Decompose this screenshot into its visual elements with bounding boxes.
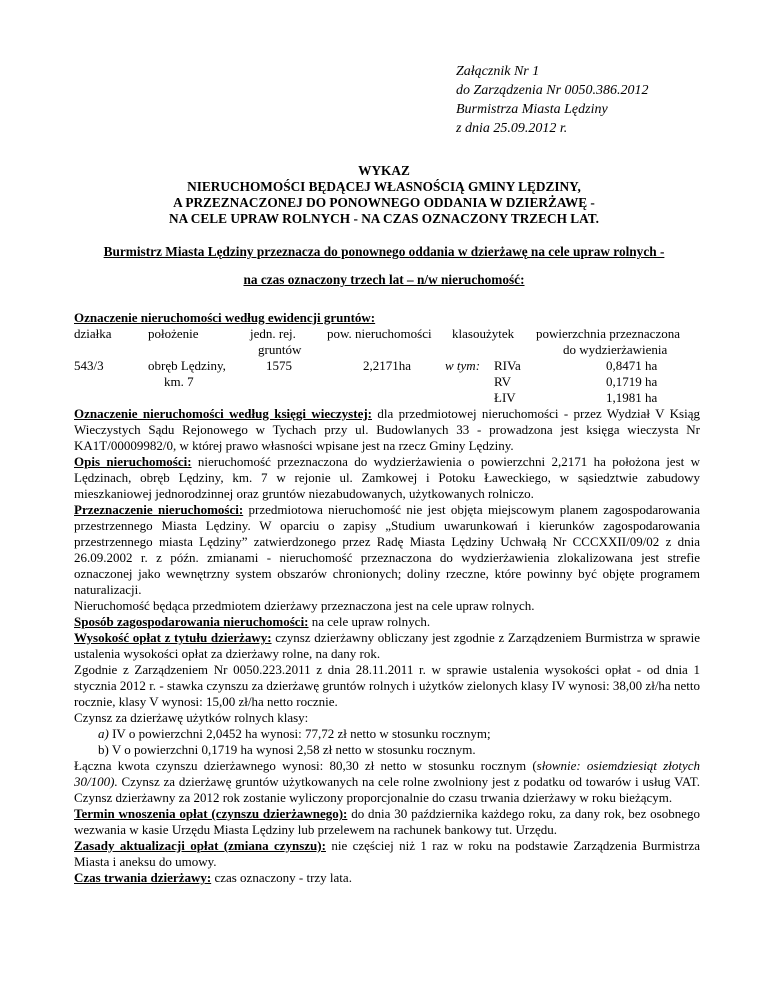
update-section — [74, 838, 700, 870]
fee-total-words: słownie: osiemdziesiąt złotych 30/100). — [74, 758, 700, 789]
document-title — [60, 163, 708, 227]
registry-heading: Oznaczenie nieruchomości według ewidencji gruntów: — [74, 310, 376, 325]
col-area: pow. nieruchomości — [327, 326, 432, 341]
col-location: położenie — [148, 326, 199, 341]
title-line: NA CELE UPRAW ROLNYCH - NA CZAS OZNACZONY TRZECH LAT. — [169, 211, 599, 226]
location: km. 7 — [164, 374, 194, 389]
section-label: Oznaczenie nieruchomości według księgi wieczystej: — [74, 406, 372, 421]
usage-section — [74, 614, 700, 630]
col-unit: gruntów — [258, 342, 302, 357]
registry-header-row — [74, 326, 700, 342]
payment-section — [74, 806, 700, 838]
section-text: dla przedmiotowej nieruchomości - przez Wydział V Ksiąg Wieczystych Sądu Rejonowego w Tychach przy ul. Budowlanych 33 - prowadzona jest księga wieczysta Nr KA1T/00009982/0, w której prawo własności wpisane jest na rzecz Gminy Lędziny. — [74, 406, 700, 453]
duration-section — [74, 870, 700, 886]
fee-item — [74, 742, 700, 758]
title-line: WYKAZ — [358, 163, 410, 178]
location: obręb Lędziny, — [148, 358, 226, 373]
section-text: na cele upraw rolnych. — [308, 614, 431, 629]
class-name: RIVa — [494, 358, 521, 373]
item-text: V o powierzchni 0,1719 ha wynosi 2,58 zł netto w stosunku rocznym. — [108, 742, 476, 757]
intro-line: na czas oznaczony trzech lat – n/w nieruchomość: — [243, 272, 525, 287]
section-text: przedmiotowa nieruchomość nie jest objęta miejscowym planem zagospodarowania przestrzennego Miasta Lędziny. W oparciu o zapisy „Studium uwarunkowań i kierunków zagospodarowania przestrzennego miasta Lędziny” zatwierdzonego przez Radę Miasta Lędziny Uchwałą Nr CCCXXII/09/02 z dnia 26.09.2002 r. z późn. zmianami - nieruchomość przeznaczona do wydzierżawienia zlokalizowana jest strefie oznaczonej jako wewnętrzny system obszarów chronionych; doliny rzeczne, które powinny być objęte programem naturalizacji. — [74, 502, 700, 597]
fee-paragraph: Czynsz za dzierżawę użytków rolnych klasy: — [74, 710, 309, 725]
col-plot: działka — [74, 326, 112, 341]
annex-line: z dnia 25.09.2012 r. — [456, 121, 568, 136]
annex-header — [456, 62, 649, 138]
annex-line: Załącznik Nr 1 — [456, 64, 540, 79]
registry-heading-row — [74, 310, 700, 326]
fee-item — [74, 726, 700, 742]
intro-line: Burmistrz Miasta Lędziny przeznacza do ponownego oddania w dzierżawę na cele upraw rolnych - — [103, 244, 665, 259]
col-lease: powierzchnia przeznaczona — [536, 326, 680, 341]
section-label: Czas trwania dzierżawy: — [74, 870, 212, 885]
description-section — [74, 454, 700, 502]
unit-number: 1575 — [266, 358, 292, 373]
fee-section — [74, 630, 700, 662]
section-text: nieruchomość przeznaczona do wydzierżawienia o powierzchni 2,2171 ha położona jest w Lędzinach, obręb Lędziny, km. 7 w rejonie ul. Zamkowej i Potoku Ławeckiego, w sąsiedztwie zabudowy mieszkaniowej jednorodzinnej oraz gruntów niezabudowanych, użytkowanych rolniczo. — [74, 454, 700, 501]
section-text: czynsz dzierżawny obliczany jest zgodnie z Zarządzeniem Burmistrza w sprawie ustalenia wysokości opłat za dzierżawy rolne, na dany rok. — [74, 630, 701, 661]
fee-total — [74, 758, 700, 806]
section-label: Wysokość opłat z tytułu dzierżawy: — [74, 630, 272, 645]
section-label: Przeznaczenie nieruchomości: — [74, 502, 244, 517]
plot-number: 543/3 — [74, 358, 104, 373]
registry-data-row — [74, 374, 700, 390]
total-area: 2,2171ha — [363, 358, 412, 373]
fee-total-text: Łączna kwota czynszu dzierżawnego wynosi: 80,30 zł netto w stosunku rocznym ( — [74, 758, 537, 773]
intro-statement — [60, 242, 708, 289]
class-area: 1,1981 ha — [606, 390, 658, 405]
purpose-note: Nieruchomość będąca przedmiotem dzierżawy przeznaczona jest na cele upraw rolnych. — [74, 598, 535, 613]
item-text: IV o powierzchni 2,0452 ha wynosi: 77,72 zł netto w stosunku rocznym; — [108, 726, 491, 741]
section-label: Termin wnoszenia opłat (czynszu dzierżawnego): — [74, 806, 348, 821]
class-name: RV — [494, 374, 512, 389]
item-mark: b) — [98, 742, 109, 757]
fee-paragraph: Zgodnie z Zarządzeniem Nr 0050.223.2011 z dnia 28.11.2011 r. w sprawie ustalenia wysokości opłat - od dnia 1 stycznia 2012 r. - stawka czynszu za dzierżawę gruntów rolnych i użytków zielonych klasy IV wynosi: 38,00 zł/ha netto rocznie, klasy V wynosi: 15,00 zł/ha netto rocznie. — [74, 662, 700, 709]
class-area: 0,8471 ha — [606, 358, 658, 373]
item-mark: a) — [98, 726, 109, 741]
purpose-section — [74, 502, 700, 598]
class-name: ŁIV — [494, 390, 516, 405]
section-label: Zasady aktualizacji opłat (zmiana czynszu): — [74, 838, 326, 853]
col-unit: jedn. rej. — [250, 326, 296, 341]
section-text: czas oznaczony - trzy lata. — [211, 870, 352, 885]
section-text: do dnia 30 października każdego roku, za dany rok, bez osobnego wezwania w kasie Urzędu Miasta Lędziny lub przelewem na rachunek bankowy tut. Urzędu. — [74, 806, 701, 837]
col-lease: do wydzierżawienia — [563, 342, 668, 357]
annex-line: Burmistrza Miasta Lędziny — [456, 102, 608, 117]
document-body — [74, 310, 700, 886]
section-text: nie częściej niż 1 raz w roku na podstawie Zarządzenia Burmistrza Miasta i aneksu do umowy. — [74, 838, 700, 869]
annex-line: do Zarządzenia Nr 0050.386.2012 — [456, 83, 649, 98]
registry-header-row — [74, 342, 700, 358]
in-which-label: w tym: — [445, 358, 481, 373]
registry-data-row — [74, 358, 700, 374]
class-area: 0,1719 ha — [606, 374, 658, 389]
registry-data-row — [74, 390, 700, 406]
land-register-section — [74, 406, 700, 454]
title-line: NIERUCHOMOŚCI BĘDĄCEJ WŁASNOŚCIĄ GMINY LĘDZINY, — [187, 179, 581, 194]
section-label: Sposób zagospodarowania nieruchomości: — [74, 614, 309, 629]
title-line: A PRZEZNACZONEJ DO PONOWNEGO ODDANIA W DZIERŻAWĘ - — [173, 195, 595, 210]
fee-total-text: Czynsz za dzierżawę gruntów użytkowanych na cele rolne zwolniony jest z podatku od towarów i usług VAT. Czynsz dzierżawny za 2012 rok zostanie wyliczony proporcjonalnie do czasu trwania dzierżawy w roku bieżącym. — [74, 774, 700, 805]
section-label: Opis nieruchomości: — [74, 454, 192, 469]
col-class: klasoużytek — [452, 326, 515, 341]
